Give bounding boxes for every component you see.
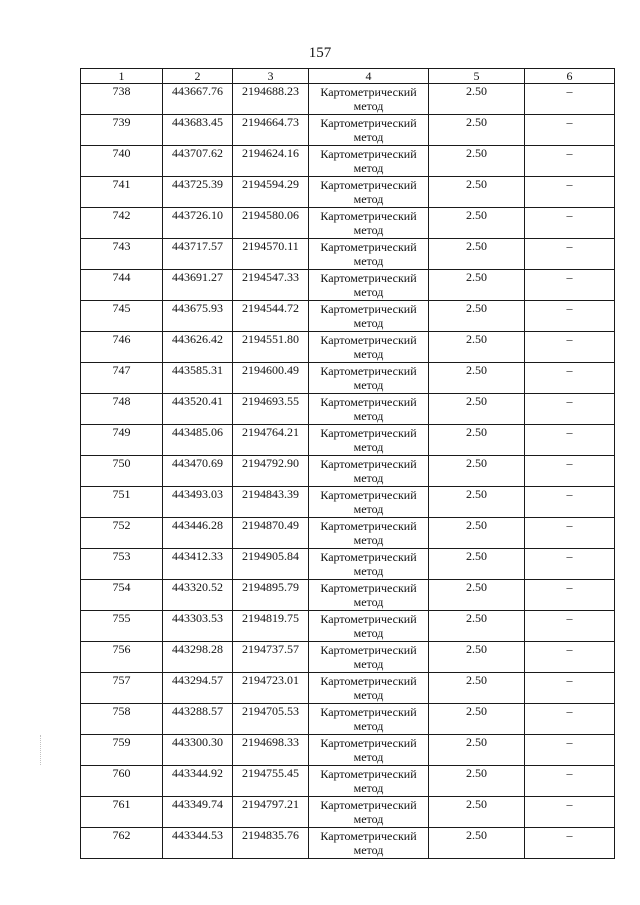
coord-y: 2194870.49	[233, 518, 309, 549]
note-dash: –	[525, 580, 615, 611]
table-row	[81, 301, 615, 332]
coord-y: 2194547.33	[233, 270, 309, 301]
method-text-line1: Картометрический	[320, 674, 417, 688]
coord-y: 2194905.84	[233, 549, 309, 580]
point-number: 752	[81, 518, 163, 549]
table-row	[81, 115, 615, 146]
table-row	[81, 394, 615, 425]
header-col-3: 3	[233, 69, 309, 84]
note-dash: –	[525, 518, 615, 549]
method-cell	[309, 270, 429, 301]
point-number: 758	[81, 704, 163, 735]
method-cell	[309, 239, 429, 270]
point-number: 756	[81, 642, 163, 673]
point-number: 755	[81, 611, 163, 642]
method-cell	[309, 611, 429, 642]
point-number: 740	[81, 146, 163, 177]
note-dash: –	[525, 735, 615, 766]
coord-y: 2194551.80	[233, 332, 309, 363]
note-dash: –	[525, 84, 615, 115]
note-dash: –	[525, 611, 615, 642]
accuracy-value: 2.50	[429, 828, 525, 859]
note-dash: –	[525, 394, 615, 425]
coord-x: 443349.74	[163, 797, 233, 828]
note-dash: –	[525, 208, 615, 239]
accuracy-value: 2.50	[429, 580, 525, 611]
table-row	[81, 239, 615, 270]
point-number: 750	[81, 456, 163, 487]
accuracy-value: 2.50	[429, 425, 525, 456]
method-cell	[309, 177, 429, 208]
header-row	[81, 69, 615, 84]
method-cell	[309, 580, 429, 611]
note-dash: –	[525, 797, 615, 828]
point-number: 746	[81, 332, 163, 363]
point-number: 761	[81, 797, 163, 828]
method-text-line1: Картометрический	[320, 333, 417, 347]
method-text-line2: метод	[353, 471, 384, 485]
method-cell	[309, 797, 429, 828]
note-dash: –	[525, 673, 615, 704]
method-cell	[309, 735, 429, 766]
method-text-line1: Картометрический	[320, 240, 417, 254]
point-number: 760	[81, 766, 163, 797]
point-number: 744	[81, 270, 163, 301]
method-text-line2: метод	[353, 657, 384, 671]
point-number: 759	[81, 735, 163, 766]
coord-y: 2194737.57	[233, 642, 309, 673]
accuracy-value: 2.50	[429, 394, 525, 425]
method-cell	[309, 828, 429, 859]
table-row	[81, 518, 615, 549]
header-col-1: 1	[81, 69, 163, 84]
method-text-line1: Картометрический	[320, 85, 417, 99]
coord-x: 443470.69	[163, 456, 233, 487]
accuracy-value: 2.50	[429, 239, 525, 270]
method-text-line1: Картометрический	[320, 829, 417, 843]
note-dash: –	[525, 332, 615, 363]
method-text-line2: метод	[353, 812, 384, 826]
method-text-line1: Картометрический	[320, 116, 417, 130]
table-row	[81, 487, 615, 518]
table-row	[81, 642, 615, 673]
point-number: 749	[81, 425, 163, 456]
coord-x: 443667.76	[163, 84, 233, 115]
coord-x: 443344.53	[163, 828, 233, 859]
note-dash: –	[525, 487, 615, 518]
method-text-line1: Картометрический	[320, 643, 417, 657]
method-text-line2: метод	[353, 130, 384, 144]
method-cell	[309, 456, 429, 487]
table-row	[81, 797, 615, 828]
method-cell	[309, 642, 429, 673]
accuracy-value: 2.50	[429, 673, 525, 704]
method-cell	[309, 549, 429, 580]
coord-x: 443300.30	[163, 735, 233, 766]
coord-y: 2194755.45	[233, 766, 309, 797]
coord-x: 443412.33	[163, 549, 233, 580]
accuracy-value: 2.50	[429, 735, 525, 766]
table-row	[81, 270, 615, 301]
point-number: 751	[81, 487, 163, 518]
header-col-2: 2	[163, 69, 233, 84]
coord-x: 443717.57	[163, 239, 233, 270]
method-cell	[309, 332, 429, 363]
method-cell	[309, 766, 429, 797]
method-text-line2: метод	[353, 843, 384, 857]
coord-y: 2194570.11	[233, 239, 309, 270]
accuracy-value: 2.50	[429, 177, 525, 208]
coord-x: 443298.28	[163, 642, 233, 673]
method-text-line1: Картометрический	[320, 395, 417, 409]
method-text-line1: Картометрический	[320, 550, 417, 564]
coord-y: 2194624.16	[233, 146, 309, 177]
method-text-line2: метод	[353, 316, 384, 330]
accuracy-value: 2.50	[429, 84, 525, 115]
coord-y: 2194693.55	[233, 394, 309, 425]
accuracy-value: 2.50	[429, 704, 525, 735]
coord-x: 443520.41	[163, 394, 233, 425]
method-cell	[309, 208, 429, 239]
header-col-6: 6	[525, 69, 615, 84]
table-row	[81, 177, 615, 208]
table-row	[81, 704, 615, 735]
coord-x: 443294.57	[163, 673, 233, 704]
note-dash: –	[525, 828, 615, 859]
accuracy-value: 2.50	[429, 487, 525, 518]
coord-x: 443485.06	[163, 425, 233, 456]
point-number: 753	[81, 549, 163, 580]
method-cell	[309, 487, 429, 518]
method-cell	[309, 115, 429, 146]
accuracy-value: 2.50	[429, 115, 525, 146]
method-text-line2: метод	[353, 254, 384, 268]
accuracy-value: 2.50	[429, 332, 525, 363]
coord-y: 2194843.39	[233, 487, 309, 518]
method-text-line2: метод	[353, 347, 384, 361]
note-dash: –	[525, 456, 615, 487]
method-text-line2: метод	[353, 99, 384, 113]
coord-y: 2194705.53	[233, 704, 309, 735]
accuracy-value: 2.50	[429, 797, 525, 828]
method-text-line2: метод	[353, 781, 384, 795]
table-row	[81, 84, 615, 115]
method-text-line2: метод	[353, 688, 384, 702]
margin-mark	[40, 735, 45, 765]
coord-y: 2194600.49	[233, 363, 309, 394]
coord-y: 2194792.90	[233, 456, 309, 487]
header-col-4: 4	[309, 69, 429, 84]
method-cell	[309, 146, 429, 177]
point-number: 742	[81, 208, 163, 239]
coord-y: 2194723.01	[233, 673, 309, 704]
coord-x: 443691.27	[163, 270, 233, 301]
point-number: 743	[81, 239, 163, 270]
method-text-line2: метод	[353, 502, 384, 516]
coord-y: 2194664.73	[233, 115, 309, 146]
accuracy-value: 2.50	[429, 270, 525, 301]
method-cell	[309, 394, 429, 425]
table-body	[81, 84, 615, 859]
method-text-line1: Картометрический	[320, 705, 417, 719]
coord-y: 2194698.33	[233, 735, 309, 766]
method-text-line1: Картометрический	[320, 612, 417, 626]
method-text-line2: метод	[353, 533, 384, 547]
table-row	[81, 611, 615, 642]
note-dash: –	[525, 146, 615, 177]
table-row	[81, 735, 615, 766]
accuracy-value: 2.50	[429, 642, 525, 673]
accuracy-value: 2.50	[429, 301, 525, 332]
point-number: 757	[81, 673, 163, 704]
coord-x: 443344.92	[163, 766, 233, 797]
accuracy-value: 2.50	[429, 456, 525, 487]
coord-x: 443446.28	[163, 518, 233, 549]
method-text-line2: метод	[353, 409, 384, 423]
coord-y: 2194688.23	[233, 84, 309, 115]
accuracy-value: 2.50	[429, 518, 525, 549]
table-row	[81, 580, 615, 611]
method-text-line1: Картометрический	[320, 488, 417, 502]
method-cell	[309, 704, 429, 735]
coordinates-table	[80, 68, 615, 859]
method-cell	[309, 84, 429, 115]
note-dash: –	[525, 301, 615, 332]
method-text-line1: Картометрический	[320, 798, 417, 812]
coord-x: 443493.03	[163, 487, 233, 518]
coord-y: 2194835.76	[233, 828, 309, 859]
coord-y: 2194819.75	[233, 611, 309, 642]
method-cell	[309, 425, 429, 456]
point-number: 745	[81, 301, 163, 332]
table-row	[81, 828, 615, 859]
point-number: 741	[81, 177, 163, 208]
coord-x: 443675.93	[163, 301, 233, 332]
note-dash: –	[525, 177, 615, 208]
method-text-line1: Картометрический	[320, 147, 417, 161]
note-dash: –	[525, 115, 615, 146]
method-text-line2: метод	[353, 719, 384, 733]
note-dash: –	[525, 239, 615, 270]
header-col-5: 5	[429, 69, 525, 84]
method-text-line2: метод	[353, 595, 384, 609]
method-text-line1: Картометрический	[320, 736, 417, 750]
coord-y: 2194594.29	[233, 177, 309, 208]
coord-x: 443626.42	[163, 332, 233, 363]
table-row	[81, 673, 615, 704]
point-number: 754	[81, 580, 163, 611]
method-text-line1: Картометрический	[320, 271, 417, 285]
coord-y: 2194544.72	[233, 301, 309, 332]
table-row	[81, 766, 615, 797]
method-text-line1: Картометрический	[320, 519, 417, 533]
method-text-line2: метод	[353, 626, 384, 640]
method-cell	[309, 363, 429, 394]
method-text-line1: Картометрический	[320, 426, 417, 440]
coord-y: 2194895.79	[233, 580, 309, 611]
point-number: 762	[81, 828, 163, 859]
note-dash: –	[525, 766, 615, 797]
method-text-line1: Картометрический	[320, 581, 417, 595]
point-number: 738	[81, 84, 163, 115]
method-text-line1: Картометрический	[320, 302, 417, 316]
page-number: 157	[308, 45, 332, 61]
method-text-line2: метод	[353, 192, 384, 206]
point-number: 739	[81, 115, 163, 146]
coord-y: 2194764.21	[233, 425, 309, 456]
table-row	[81, 549, 615, 580]
point-number: 748	[81, 394, 163, 425]
method-text-line1: Картометрический	[320, 209, 417, 223]
table-row	[81, 146, 615, 177]
method-text-line2: метод	[353, 564, 384, 578]
method-text-line2: метод	[353, 750, 384, 764]
method-text-line2: метод	[353, 440, 384, 454]
coord-x: 443303.53	[163, 611, 233, 642]
table-row	[81, 363, 615, 394]
point-number: 747	[81, 363, 163, 394]
coord-y: 2194580.06	[233, 208, 309, 239]
method-cell	[309, 518, 429, 549]
note-dash: –	[525, 549, 615, 580]
accuracy-value: 2.50	[429, 208, 525, 239]
note-dash: –	[525, 270, 615, 301]
accuracy-value: 2.50	[429, 363, 525, 394]
coord-x: 443320.52	[163, 580, 233, 611]
note-dash: –	[525, 642, 615, 673]
table-row	[81, 332, 615, 363]
method-text-line2: метод	[353, 223, 384, 237]
coord-x: 443707.62	[163, 146, 233, 177]
coord-x: 443585.31	[163, 363, 233, 394]
coord-x: 443726.10	[163, 208, 233, 239]
method-text-line2: метод	[353, 285, 384, 299]
table-row	[81, 208, 615, 239]
method-text-line2: метод	[353, 161, 384, 175]
table-row	[81, 425, 615, 456]
coord-x: 443288.57	[163, 704, 233, 735]
coord-x: 443725.39	[163, 177, 233, 208]
accuracy-value: 2.50	[429, 549, 525, 580]
method-text-line1: Картометрический	[320, 364, 417, 378]
method-text-line1: Картометрический	[320, 457, 417, 471]
table-row	[81, 456, 615, 487]
note-dash: –	[525, 425, 615, 456]
coord-x: 443683.45	[163, 115, 233, 146]
accuracy-value: 2.50	[429, 766, 525, 797]
accuracy-value: 2.50	[429, 611, 525, 642]
method-text-line1: Картометрический	[320, 178, 417, 192]
accuracy-value: 2.50	[429, 146, 525, 177]
note-dash: –	[525, 704, 615, 735]
method-cell	[309, 301, 429, 332]
note-dash: –	[525, 363, 615, 394]
method-cell	[309, 673, 429, 704]
table-header	[81, 69, 615, 84]
coord-y: 2194797.21	[233, 797, 309, 828]
method-text-line1: Картометрический	[320, 767, 417, 781]
method-text-line2: метод	[353, 378, 384, 392]
